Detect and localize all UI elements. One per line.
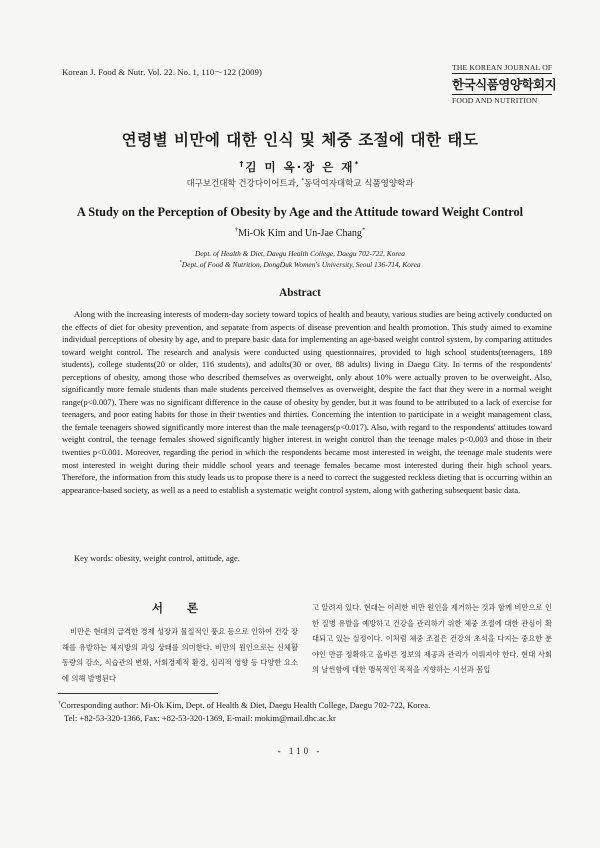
english-title: A Study on the Perception of Obesity by Age and the Attitude toward Weight Control [76, 205, 524, 219]
korean-title: 연령별 비만에 대한 인식 및 체중 조절에 대한 태도 [121, 131, 479, 149]
affiliation-ko-1: 대구보건대학 건강다이어트과, [186, 179, 302, 189]
author-names: Mi-Ok Kim and Un-Jae Chang [238, 228, 362, 239]
journal-name-en-bottom: FOOD AND NUTRITION [452, 94, 552, 105]
english-affiliation-2 [0, 260, 600, 269]
footnote-contact: Tel: +82-53-320-1366, Fax: +82-53-320-1369, E-mail: mokim@mail.dhc.ac.kr [64, 712, 336, 723]
affiliation-mark: * [301, 178, 305, 185]
author-name-2: 장 은 재 [303, 160, 355, 174]
page-number-text: - 110 - [277, 746, 323, 756]
body-column-right: 고 알려져 있다. 현대는 이러한 비만 원인을 제거하는 것과 함께 비만으로 인한 질병 유발을 예방하고 건강을 관리하기 위한 체중 조절에 대한 관심이 확대되고 있는 실정이다. 이처럼 체중 조절은 건강의 초석을 다지는 중요한 분야인 만큼 정확하고 올바른 정보의 제공과 관리가 이뤄져야 한다. 현대 사회의 날씬함에 대한 맹목적인 목적을 지향하는 시선과 몸입 [312, 603, 552, 675]
affiliation-mark: * [354, 159, 361, 169]
footnote-divider [58, 693, 218, 694]
affiliation-ko-2: 동덕여자대학교 식품영양학과 [304, 179, 414, 189]
corresponding-mark: † [234, 226, 239, 234]
english-authors [0, 228, 600, 239]
journal-citation: Korean J. Food & Nutr. Vol. 22. No. 1, 110～122 (2009) [62, 67, 262, 77]
author-name-1: 김 미 옥 [245, 160, 297, 174]
page-number [0, 746, 600, 756]
corresponding-mark: † [239, 159, 246, 169]
corresponding-author-footnote [58, 699, 558, 724]
keywords: Key words: obesity, weight control, attitude, age. [74, 553, 240, 563]
affiliation-mark: * [179, 260, 182, 266]
journal-name-ko: 한국식품영양학회지 [452, 77, 557, 92]
korean-authors [0, 159, 600, 175]
affiliation-text: Dept. of Health & Diet, Daegu Health College, Daegu 702-722, Korea [195, 249, 405, 258]
author-separator: · [296, 160, 304, 174]
section-heading-introduction: 서 론 [151, 601, 209, 615]
footnote-author: Corresponding author: Mi-Ok Kim, Dept. of Health & Diet, Daegu Health College, Daegu 702-722, Korea. [60, 700, 431, 710]
footnote-line-1 [58, 699, 558, 712]
affiliation-text: Dept. of Food & Nutrition, DongDuk Women's University, Seoul 136-714, Korea [181, 260, 421, 269]
journal-logo [452, 63, 557, 105]
abstract-body: Along with the increasing interests of modern-day society toward topics of health and beauty, various studies are being actively conducted on the effects of diet for obesity prevention, and separate from aspects of disease prevention and health promotion. This study aimed to examine individual perceptions of obesity by age, and to prepare basic data for implementing an age-based weight control system, by comparing attitudes toward weight control. The research and analysis were conducted using questionnaires, provided to high school students(teenagers, 189 students), college students(20 or older, 116 students), and adults(30 or over, 88 adults) living in Daegu City. In terms of the respondents' perceptions of obesity, among those who described themselves as overweight, only about 10% were actually proven to be overweight. Also, significantly more female students than male students perceived themselves as overweight, despite the fact that they were in a normal weight range(p<0.007). There was no significant difference in the cause of obesity by gender, but it was found to be attributed to a lack of exercise for teenagers, and poor eating habits for those in their twenties and thirties. Concerning the intention to participate in a weight management class, the female teenagers showed significantly more interest than the male teenagers(p<0.017). Also, with regard to the respondents' attitudes toward weight control, the teenage females showed significantly higher interest in weight control than the teenage males p<0.003 and those in their twenties p<0.001. Moreover, regarding the period in which the respondents became most interested in weight, the teenage male students were most interested in weight during their middle school years and teenage females became most interested during their high school years. Therefore, the information from this study leads us to propose there is a need to correct the suggested reckless dieting that is occurring within an appearance-based society, as well as a need to establish a systematic weight control system, along with gathering subsequent basic data. [62, 309, 552, 495]
affiliation-mark: * [361, 226, 366, 234]
corresponding-mark: † [58, 700, 61, 707]
english-affiliation-1 [0, 249, 600, 258]
journal-name-en-top: THE KOREAN JOURNAL OF [452, 63, 553, 72]
body-column-left: 비만은 현대의 급격한 경제 성장과 물질적인 풍요 등으로 인하여 건강 장해를 유발하는 체지방의 과잉 상태를 의미한다. 비만의 원인으로는 신체활동량의 감소, 식습관의 변화, 사회경제적 환경, 심리적 영향 등 다양한 요소에 의해 발병된다 [62, 627, 298, 683]
abstract-heading: Abstract [279, 287, 321, 299]
korean-affiliations [0, 177, 600, 189]
